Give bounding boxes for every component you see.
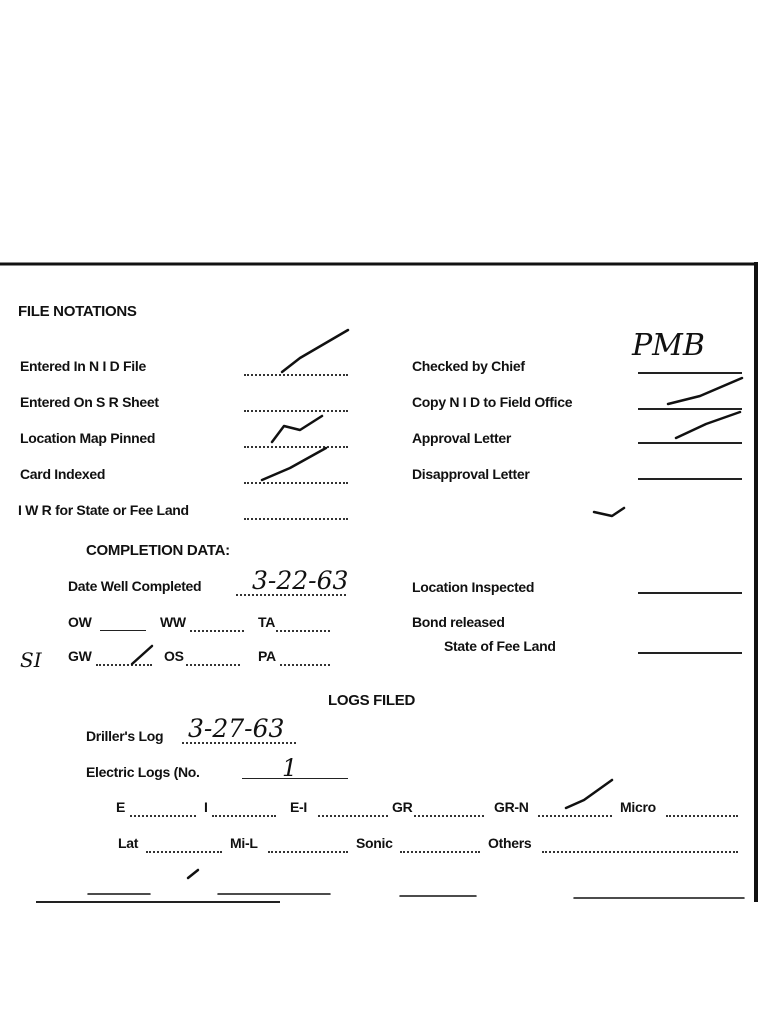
label-ta: TA: [258, 614, 276, 630]
label-card-indexed: Card Indexed: [20, 466, 106, 482]
label-date-completed: Date Well Completed: [68, 578, 202, 594]
label-ow: OW: [68, 614, 92, 630]
label-disapproval-letter: Disapproval Letter: [412, 466, 530, 482]
label-location-map: Location Map Pinned: [20, 430, 156, 446]
log-type-gr: GR: [392, 799, 413, 815]
log-type-ei: E-I: [290, 799, 307, 815]
label-checked-by-chief: Checked by Chief: [412, 358, 525, 374]
si-note: SI: [20, 648, 42, 672]
label-state-fee-land: State of Fee Land: [444, 638, 556, 654]
label-drillers-log: Driller's Log: [86, 728, 164, 744]
card-title: FILE NOTATIONS: [18, 303, 137, 320]
checkmark-icon: [566, 780, 612, 808]
label-entered-nid: Entered In N I D File: [20, 358, 146, 374]
log-type-others: Others: [488, 835, 532, 851]
label-pa: PA: [258, 648, 276, 664]
label-location-inspected: Location Inspected: [412, 579, 535, 595]
checkmark-icon: [676, 412, 740, 438]
label-entered-sr: Entered On S R Sheet: [20, 394, 159, 410]
electric-logs-value: 1: [282, 754, 298, 782]
checkmark-icon: [282, 330, 348, 372]
label-electric-logs: Electric Logs (No.: [86, 764, 200, 780]
chief-initials: PMB: [632, 328, 705, 363]
checkmark-icon: [132, 646, 152, 664]
label-gw: GW: [68, 648, 92, 664]
logs-heading: LOGS FILED: [328, 692, 416, 709]
label-iwr: I W R for State or Fee Land: [18, 502, 189, 518]
date-completed-value: 3-22-63: [252, 566, 349, 595]
checkmark-icon: [262, 448, 326, 480]
log-type-mil: Mi-L: [230, 835, 258, 851]
pen-stroke-icon: [594, 508, 624, 516]
drillers-log-value: 3-27-63: [188, 714, 285, 743]
label-copy-nid: Copy N I D to Field Office: [412, 394, 573, 410]
label-approval-letter: Approval Letter: [412, 430, 511, 446]
log-type-e: E: [116, 799, 126, 815]
checkmark-icon: [668, 378, 742, 404]
log-type-lat: Lat: [118, 835, 139, 851]
checkmark-icon: [272, 416, 322, 442]
log-type-micro: Micro: [620, 799, 656, 815]
log-type-grn: GR-N: [494, 799, 529, 815]
label-ww: WW: [160, 614, 186, 630]
label-bond-released: Bond released: [412, 614, 505, 630]
label-os: OS: [164, 648, 184, 664]
completion-heading: COMPLETION DATA:: [86, 542, 230, 559]
log-type-sonic: Sonic: [356, 835, 393, 851]
log-type-i: I: [204, 799, 208, 815]
pen-stroke-icon: [188, 870, 198, 878]
